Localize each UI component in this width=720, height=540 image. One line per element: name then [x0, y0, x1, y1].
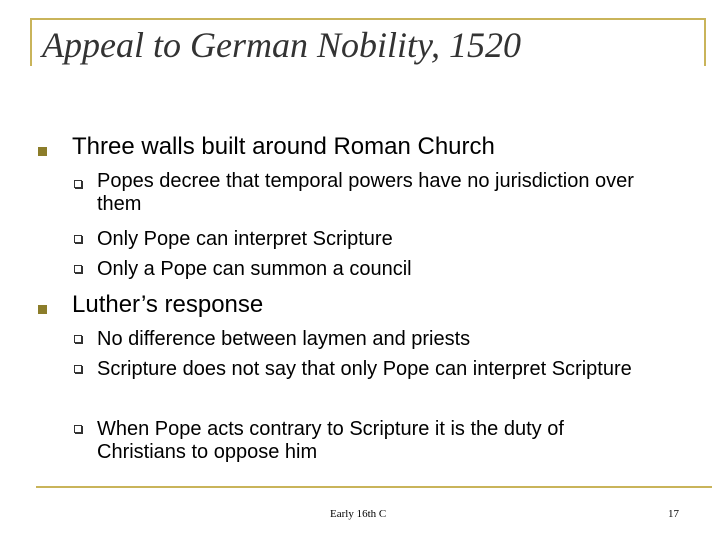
footer-text: Early 16th C [330, 508, 387, 520]
bullet-point-2: Luther’s response [72, 291, 264, 318]
square-bullet-icon [38, 305, 47, 314]
hollow-square-bullet-icon [74, 425, 82, 433]
subpoint-2-1: No difference between laymen and priests [97, 328, 471, 350]
subpoint-1-3: Only a Pope can summon a council [97, 258, 412, 280]
hollow-square-bullet-icon [74, 365, 82, 373]
left-frame-line [30, 18, 32, 66]
subpoint-2-3: When Pope acts contrary to Scripture it is the duty of Christians to oppose him [97, 418, 564, 463]
hollow-square-bullet-icon [74, 265, 82, 273]
subpoint-1-1: Popes decree that temporal powers have no jurisdiction over them [97, 170, 634, 215]
hollow-square-bullet-icon [74, 335, 82, 343]
bullet-point-1: Three walls built around Roman Church [72, 133, 495, 160]
right-frame-line [704, 18, 706, 66]
footer-line [36, 486, 712, 488]
page-number: 17 [668, 508, 679, 520]
square-bullet-icon [38, 147, 47, 156]
slide-title: Appeal to German Nobility, 1520 [42, 25, 521, 65]
top-frame-line [30, 18, 706, 20]
hollow-square-bullet-icon [74, 235, 82, 243]
subpoint-1-2: Only Pope can interpret Scripture [97, 228, 393, 250]
subpoint-2-2: Scripture does not say that only Pope can interpret Scripture [97, 358, 632, 380]
hollow-square-bullet-icon [74, 180, 82, 188]
